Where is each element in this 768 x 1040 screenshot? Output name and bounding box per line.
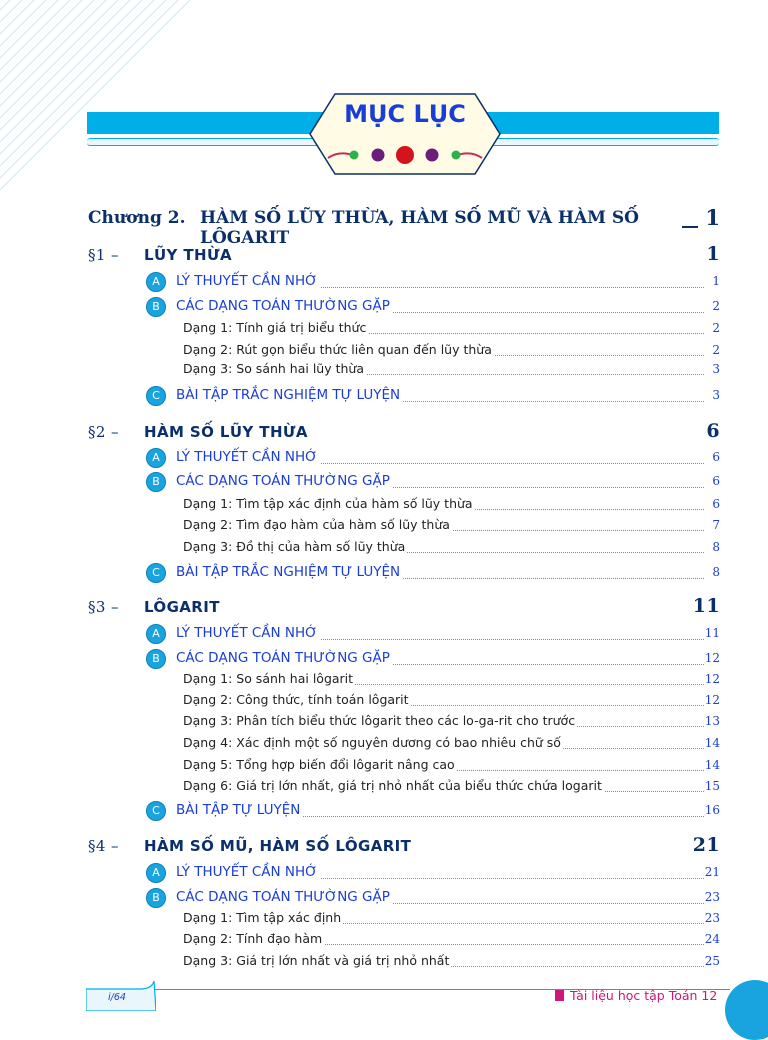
section-title: HÀM SỐ LŨY THỪA (144, 423, 308, 441)
item-label: Dạng 1: So sánh hai lôgarit (183, 671, 354, 686)
subsection-badge: B (146, 888, 166, 908)
toc-subsection[interactable] (146, 297, 720, 317)
toc-item[interactable] (183, 361, 720, 379)
subsection-badge: B (146, 649, 166, 669)
section-number: §2 – (88, 423, 119, 441)
subsection-label: BÀI TẬP TRẮC NGHIỆM TỰ LUYỆN (176, 564, 401, 580)
subsection-label: BÀI TẬP TRẮC NGHIỆM TỰ LUYỆN (176, 387, 401, 403)
subsection-page: 2 (712, 299, 720, 313)
section-number: §3 – (88, 598, 119, 616)
toc-subsection[interactable] (146, 472, 720, 492)
subsection-page: 8 (712, 565, 720, 579)
item-page: 2 (712, 321, 720, 335)
chapter-number: Chương 2. (88, 208, 186, 228)
item-page: 12 (704, 693, 720, 707)
subsection-label: BÀI TẬP TỰ LUYỆN (176, 802, 301, 818)
toc-subsection[interactable] (146, 448, 720, 468)
subsection-badge: A (146, 448, 166, 468)
item-label: Dạng 3: Giá trị lớn nhất và giá trị nhỏ nhất (183, 953, 450, 968)
toc-item[interactable] (183, 671, 720, 689)
item-label: Dạng 3: Phân tích biểu thức lôgarit theo các lo-ga-rit cho trước (183, 713, 576, 728)
item-page: 15 (704, 779, 720, 793)
footer-doc-title: Tài liệu học tập Toán 12 (570, 988, 718, 1003)
item-label: Dạng 2: Tìm đạo hàm của hàm số lũy thừa (183, 517, 450, 532)
item-page: 12 (704, 672, 720, 686)
item-label: Dạng 6: Giá trị lớn nhất, giá trị nhỏ nhất của biểu thức chứa logarit (183, 778, 602, 793)
subsection-label: LÝ THUYẾT CẦN NHỚ (176, 449, 318, 465)
subsection-badge: C (146, 801, 166, 821)
toc-subsection[interactable] (146, 563, 720, 583)
toc-item[interactable] (183, 517, 720, 535)
toc-item[interactable] (183, 320, 720, 338)
subsection-label: LÝ THUYẾT CẦN NHỚ (176, 625, 318, 641)
toc-subsection[interactable] (146, 801, 720, 821)
toc-item[interactable] (183, 953, 720, 971)
item-page: 6 (712, 497, 720, 511)
toc-item[interactable] (183, 713, 720, 731)
item-label: Dạng 2: Tính đạo hàm (183, 931, 323, 946)
item-page: 13 (704, 714, 720, 728)
toc-item[interactable] (183, 735, 720, 753)
item-label: Dạng 1: Tính giá trị biểu thức (183, 320, 367, 335)
item-page: 24 (704, 932, 720, 946)
subsection-badge: A (146, 863, 166, 883)
toc-subsection[interactable] (146, 888, 720, 908)
toc-item[interactable] (183, 496, 720, 514)
item-page: 14 (704, 758, 720, 772)
toc-item[interactable] (183, 931, 720, 949)
item-label: Dạng 2: Rút gọn biểu thức liên quan đến lũy thừa (183, 342, 492, 357)
toc-subsection[interactable] (146, 386, 720, 406)
toc-subsection[interactable] (146, 649, 720, 669)
section-page: 6 (706, 420, 720, 442)
subsection-label: CÁC DẠNG TOÁN THƯỜNG GẶP (176, 650, 390, 666)
subsection-badge: B (146, 297, 166, 317)
subsection-page: 23 (704, 890, 720, 904)
corner-decoration (725, 980, 768, 1040)
decorative-stripes (0, 0, 200, 200)
toc-item[interactable] (183, 778, 720, 796)
toc-subsection[interactable] (146, 624, 720, 644)
subsection-page: 6 (712, 450, 720, 464)
subsection-page: 3 (712, 388, 720, 402)
page-title: MỤC LỤC (344, 100, 466, 128)
subsection-badge: C (146, 386, 166, 406)
section-page: 21 (692, 834, 720, 856)
section-title: HÀM SỐ MŨ, HÀM SỐ LÔGARIT (144, 837, 412, 855)
subsection-label: CÁC DẠNG TOÁN THƯỜNG GẶP (176, 889, 390, 905)
subsection-page: 16 (704, 803, 720, 817)
subsection-badge: A (146, 624, 166, 644)
item-label: Dạng 3: Đồ thị của hàm số lũy thừa (183, 539, 406, 554)
footer-doc-title-wrap (555, 988, 717, 1003)
subsection-label: CÁC DẠNG TOÁN THƯỜNG GẶP (176, 298, 390, 314)
section-3[interactable] (88, 595, 720, 619)
section-number: §4 – (88, 837, 119, 855)
section-page: 1 (706, 243, 720, 265)
subsection-label: LÝ THUYẾT CẦN NHỚ (176, 273, 318, 289)
item-label: Dạng 2: Công thức, tính toán lôgarit (183, 692, 409, 707)
footer-page-number: i/64 (108, 992, 126, 1003)
item-page: 14 (704, 736, 720, 750)
section-page: 11 (692, 595, 720, 617)
chapter-title: HÀM SỐ LŨY THỪA, HÀM SỐ MŨ VÀ HÀM SỐ LÔGARIT (200, 208, 639, 248)
subsection-page: 6 (712, 474, 720, 488)
section-1[interactable] (88, 243, 720, 267)
item-label: Dạng 1: Tìm tập xác định của hàm số lũy thừa (183, 496, 473, 511)
document-icon (555, 990, 564, 1001)
section-number: §1 – (88, 246, 119, 264)
subsection-page: 11 (704, 626, 720, 640)
toc-subsection[interactable] (146, 272, 720, 292)
toc-item[interactable] (183, 910, 720, 928)
chapter-heading[interactable] (88, 205, 720, 248)
subsection-page: 21 (704, 865, 720, 879)
item-page: 25 (704, 954, 720, 968)
item-page: 8 (712, 540, 720, 554)
section-title: LŨY THỪA (144, 246, 232, 264)
item-page: 3 (712, 362, 720, 376)
toc-item[interactable] (183, 342, 720, 360)
item-page: 23 (704, 911, 720, 925)
subsection-page: 12 (704, 651, 720, 665)
chapter-dash (682, 226, 698, 228)
section-2[interactable] (88, 420, 720, 444)
subsection-label: CÁC DẠNG TOÁN THƯỜNG GẶP (176, 473, 390, 489)
section-4[interactable] (88, 834, 720, 858)
section-title: LÔGARIT (144, 598, 220, 616)
toc-subsection[interactable] (146, 863, 720, 883)
subsection-page: 1 (712, 274, 720, 288)
item-label: Dạng 3: So sánh hai lũy thừa (183, 361, 364, 376)
toc-item[interactable] (183, 539, 720, 557)
toc-item[interactable] (183, 757, 720, 775)
item-page: 2 (712, 343, 720, 357)
subsection-badge: C (146, 563, 166, 583)
item-page: 7 (712, 518, 720, 532)
subsection-badge: B (146, 472, 166, 492)
subsection-badge: A (146, 272, 166, 292)
subsection-label: LÝ THUYẾT CẦN NHỚ (176, 864, 318, 880)
chapter-page: 1 (705, 205, 720, 230)
toc-item[interactable] (183, 692, 720, 710)
item-label: Dạng 1: Tìm tập xác định (183, 910, 342, 925)
item-label: Dạng 4: Xác định một số nguyên dương có bao nhiêu chữ số (183, 735, 561, 750)
item-label: Dạng 5: Tổng hợp biến đổi lôgarit nâng cao (183, 757, 455, 772)
